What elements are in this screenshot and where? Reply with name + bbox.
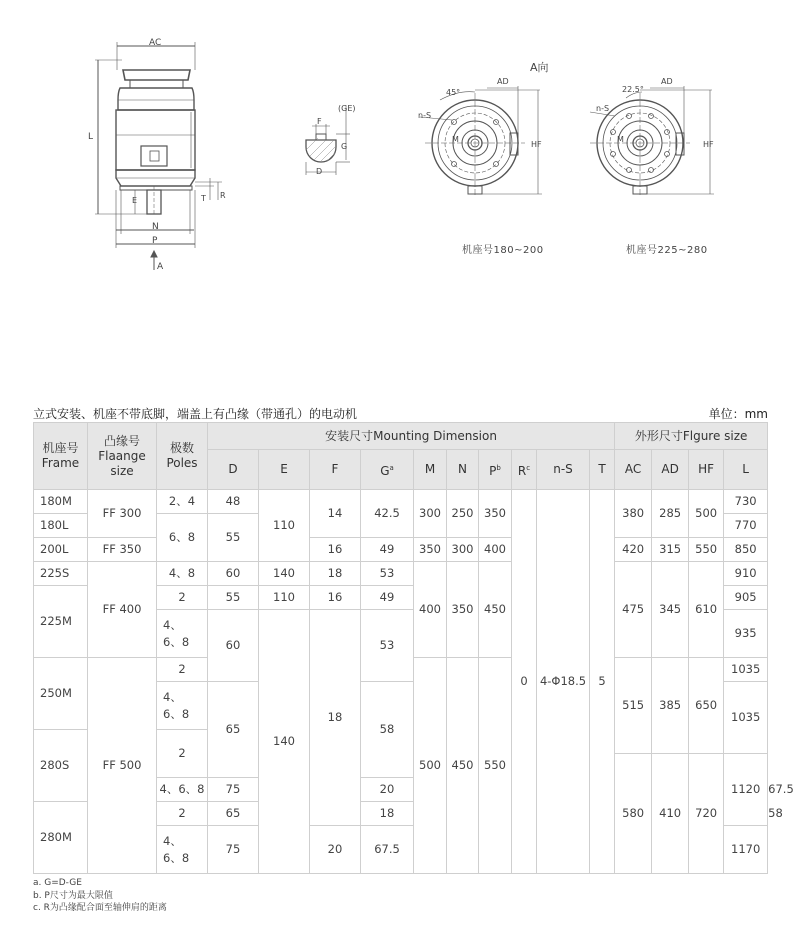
angle-45-label: 45° <box>446 88 461 97</box>
f-cell: 20 <box>361 778 414 802</box>
d-cell: 65 <box>208 682 259 778</box>
frame-cell: 225M <box>34 586 88 658</box>
l-cell: 910 <box>724 562 768 586</box>
col-hf-header: HF <box>689 450 724 490</box>
table-row: 4、6、8 75 20 67.5 <box>34 778 768 802</box>
frame-cell: 225S <box>34 562 88 586</box>
frame-header-en: Frame <box>41 456 80 470</box>
p-cell: 400 <box>479 538 512 562</box>
footnote-b: b. P尺寸为最大限值 <box>33 890 113 901</box>
table-row <box>34 562 768 586</box>
d-cell: 75 <box>208 826 259 874</box>
view-a-title: A向 <box>530 61 549 74</box>
l-cell: 730 <box>724 490 768 514</box>
e-cell: 110 <box>259 490 310 562</box>
col-t-header: T <box>590 450 615 490</box>
ad-cell: 285 <box>652 490 689 538</box>
l-cell: 1170 <box>724 826 768 874</box>
poles-cell: 2 <box>157 586 208 610</box>
col-m-header: M <box>414 450 447 490</box>
hf-cell: 720 <box>689 754 724 874</box>
frame-cell: 280S <box>34 730 88 802</box>
hf-cell: 500 <box>689 490 724 538</box>
flange-view-2-drawing <box>590 86 714 196</box>
flange-header-en2: size <box>110 463 134 478</box>
ac-cell: 420 <box>615 538 652 562</box>
p-cell: 350 <box>479 490 512 538</box>
dim-ns-label-1: n-S <box>418 111 432 120</box>
flange-cell: FF 400 <box>88 562 157 658</box>
footnote-c: c. R为凸缘配合面至轴伸肩的距离 <box>33 903 167 913</box>
d-cell: 75 <box>208 778 259 802</box>
dim-d-label: D <box>316 167 323 176</box>
dim-ad-label-1: AD <box>497 77 509 86</box>
shaft-section-drawing <box>306 106 350 175</box>
flange-header-cn: 凸缘号 <box>103 433 140 448</box>
hf-cell: 610 <box>689 562 724 658</box>
flange-cell: FF 350 <box>88 538 157 562</box>
g-cell: 53 <box>361 610 414 682</box>
poles-line: 6、8 <box>163 634 190 649</box>
m-cell: 300 <box>414 490 447 538</box>
poles-cell <box>157 610 208 658</box>
ac-cell: 380 <box>615 490 652 538</box>
frame-cell: 180L <box>34 514 88 538</box>
hf-cell: 650 <box>689 658 724 754</box>
m-cell: 400 <box>414 562 447 658</box>
poles-line: 4、 <box>163 689 182 704</box>
p-cell: 450 <box>479 562 512 658</box>
flange-header-en1: Flaange <box>98 448 146 463</box>
poles-line: 6、8 <box>163 850 190 865</box>
frame-header-cn: 机座号 <box>42 441 79 455</box>
ac-cell: 580 <box>615 754 652 874</box>
dim-hf-label-2: HF <box>703 140 714 149</box>
ad-cell: 385 <box>652 658 689 754</box>
frame-cell: 280M <box>34 802 88 874</box>
m-cell: 350 <box>414 538 447 562</box>
footnotes <box>33 877 167 915</box>
l-cell: 905 <box>724 586 768 610</box>
col-ac-header: AC <box>615 450 652 490</box>
poles-header-en: Poles <box>166 456 198 470</box>
col-p-header <box>479 450 512 490</box>
table-row <box>34 490 768 514</box>
dim-p-label: P <box>152 236 158 246</box>
outline-header: 外形尺寸Flgure size <box>615 423 768 450</box>
g-cell: 53 <box>361 562 414 586</box>
l-cell: 1035 <box>724 658 768 682</box>
poles-cell: 6、8 <box>157 514 208 562</box>
e-cell: 110 <box>259 586 310 610</box>
ad-cell: 315 <box>652 538 689 562</box>
poles-cell: 2 <box>157 658 208 682</box>
flange-cell: FF 500 <box>88 658 157 874</box>
technical-drawings <box>0 0 800 300</box>
dim-hf-label-1: HF <box>531 140 542 149</box>
col-l-header: L <box>724 450 768 490</box>
dim-f-label: F <box>317 117 322 126</box>
poles-header <box>157 423 208 490</box>
poles-cell: 2 <box>157 802 208 826</box>
flange-cell: FF 300 <box>88 490 157 538</box>
poles-line: 4、 <box>163 833 182 848</box>
poles-cell <box>157 682 208 730</box>
f-cell: 14 <box>310 490 361 538</box>
l-cell: 1035 <box>724 682 768 754</box>
poles-cell <box>157 826 208 874</box>
ad-cell: 410 <box>652 754 689 874</box>
e-cell: 140 <box>259 562 310 586</box>
f-cell: 20 <box>310 826 361 874</box>
dim-m-label-2: M <box>617 135 624 144</box>
d-cell: 48 <box>208 490 259 514</box>
dim-l-label: L <box>88 132 94 142</box>
poles-line: 4、 <box>163 617 182 632</box>
side-view-drawing <box>95 42 222 270</box>
g-cell: 42.5 <box>361 490 414 538</box>
p-cell: 550 <box>479 658 512 874</box>
f-cell: 18 <box>310 610 361 826</box>
col-r-header <box>512 450 537 490</box>
n-cell: 250 <box>447 490 479 538</box>
col-r-letter: R <box>517 463 527 478</box>
col-g-sup: a <box>389 463 394 472</box>
poles-cell: 4、8 <box>157 562 208 586</box>
unit-label: 单位：mm <box>708 407 768 421</box>
col-r-sup: c <box>526 463 531 472</box>
col-f-header: F <box>310 450 361 490</box>
table-title: 立式安装、机座不带底脚，端盖上有凸缘（带通孔）的电动机 <box>33 407 358 421</box>
dim-m-label-1: M <box>452 135 459 144</box>
dim-g-label: G <box>341 142 348 151</box>
header-row-1 <box>34 423 768 450</box>
g-cell: 67.5 <box>361 826 414 874</box>
f-cell: 16 <box>310 538 361 562</box>
mounting-header: 安装尺寸Mounting Dimension <box>208 423 615 450</box>
dim-ge-label: (GE) <box>338 104 356 113</box>
col-g-header <box>361 450 414 490</box>
g-cell: 49 <box>361 586 414 610</box>
col-p-sup: b <box>496 463 501 472</box>
l-cell: 850 <box>724 538 768 562</box>
hf-cell: 550 <box>689 538 724 562</box>
angle-22-label: 22.5° <box>622 85 644 94</box>
l-cell: 935 <box>724 610 768 658</box>
d-cell: 60 <box>208 610 259 682</box>
g-cell: 58 <box>361 682 414 778</box>
frame-header <box>34 423 88 490</box>
ad-cell: 345 <box>652 562 689 658</box>
frame-cell: 250M <box>34 658 88 730</box>
g-cell: 49 <box>361 538 414 562</box>
flange-view-1-drawing <box>420 86 542 196</box>
table-row <box>34 538 768 562</box>
col-e-header: E <box>259 450 310 490</box>
d-cell: 65 <box>208 802 259 826</box>
dim-ad-label-2: AD <box>661 77 673 86</box>
l-cell: 1120 <box>724 754 768 826</box>
poles-line: 6、8 <box>163 706 190 721</box>
dim-e-label: E <box>132 196 138 205</box>
dim-a-label: A <box>157 262 164 272</box>
frame-cell: 180M <box>34 490 88 514</box>
poles-cell: 2 <box>157 730 208 778</box>
d-cell: 55 <box>208 586 259 610</box>
poles-cell: 2、4 <box>157 490 208 514</box>
flange-view-1-caption: 机座号180~200 <box>462 245 544 256</box>
col-ad-header: AD <box>652 450 689 490</box>
col-ns-header: n-S <box>537 450 590 490</box>
dim-ac-label: AC <box>149 38 162 48</box>
frame-cell: 200L <box>34 538 88 562</box>
l-cell: 770 <box>724 514 768 538</box>
ns-cell: 4-Φ18.5 <box>537 490 590 874</box>
n-cell: 300 <box>447 538 479 562</box>
dim-t-label: T <box>201 194 206 203</box>
dim-ns-label-2: n-S <box>596 104 610 113</box>
dim-n-label: N <box>152 222 159 232</box>
dimension-table <box>33 422 794 874</box>
ac-cell: 515 <box>615 658 652 754</box>
e-cell: 140 <box>259 610 310 874</box>
col-n-header: N <box>447 450 479 490</box>
col-g-letter: G <box>380 463 390 478</box>
dim-r-label: R <box>220 191 226 200</box>
poles-header-cn: 极数 <box>169 441 194 455</box>
d-cell: 55 <box>208 514 259 562</box>
d-cell: 60 <box>208 562 259 586</box>
flange-view-2-caption: 机座号225~280 <box>626 245 708 256</box>
col-p-letter: P <box>489 463 497 478</box>
col-d-header: D <box>208 450 259 490</box>
n-cell: 350 <box>447 562 479 658</box>
t-cell: 5 <box>590 490 615 874</box>
m-cell: 500 <box>414 658 447 874</box>
n-cell: 450 <box>447 658 479 874</box>
ac-cell: 475 <box>615 562 652 658</box>
poles-cell: 4、6、8 <box>157 778 208 802</box>
footnote-a: a. G=D-GE <box>33 878 82 888</box>
table-row: 280M 2 65 18 58 <box>34 802 768 826</box>
r-cell: 0 <box>512 490 537 874</box>
f-cell: 16 <box>310 586 361 610</box>
f-cell: 18 <box>310 562 361 586</box>
flange-header <box>88 423 157 490</box>
f-cell: 18 <box>361 802 414 826</box>
